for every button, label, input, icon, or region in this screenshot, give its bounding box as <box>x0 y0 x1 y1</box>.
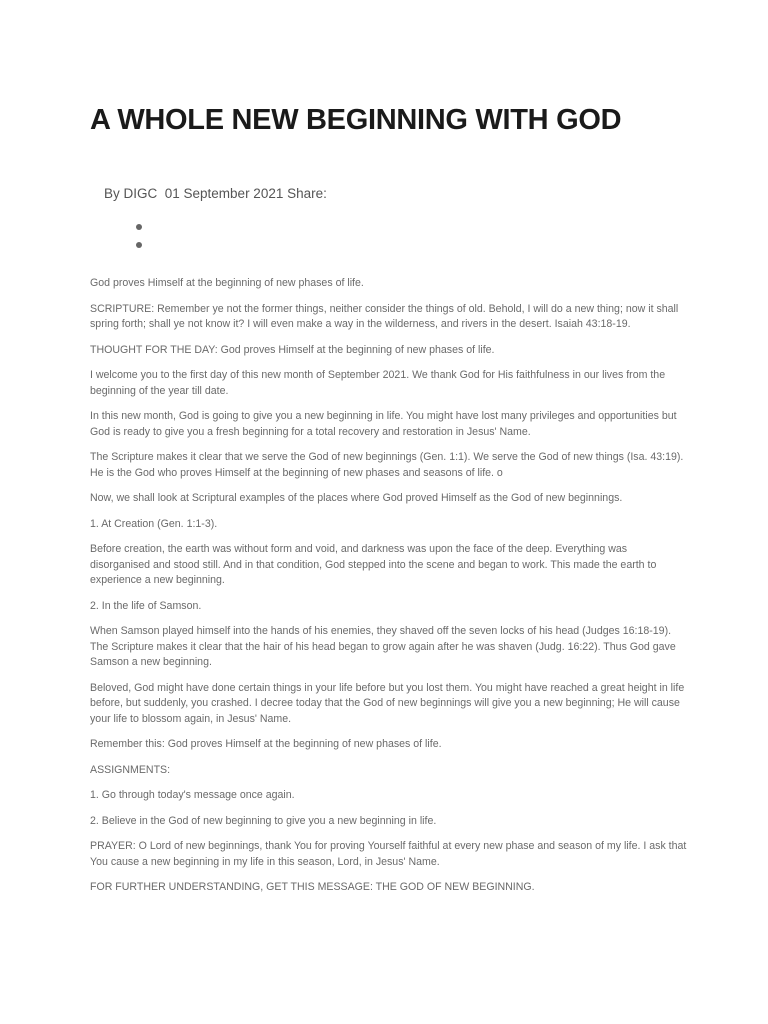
article-body <box>90 276 690 906</box>
paragraph: 1. Go through today's message once again. <box>90 789 295 801</box>
paragraph: Now, we shall look at Scriptural examples of the places where God proved Himself as the God of new beginnings. <box>90 492 623 504</box>
paragraph: I welcome you to the first day of this new month of September 2021. We thank God for His faithfulness in our lives from the beginning of the year till date. <box>90 369 666 397</box>
paragraph: THOUGHT FOR THE DAY: God proves Himself at the beginning of new phases of life. <box>90 343 495 356</box>
share-bullet[interactable] <box>136 242 142 248</box>
article-meta: By DIGC 01 September 2021 Share: <box>104 186 327 201</box>
paragraph: 2. In the life of Samson. <box>90 599 202 612</box>
paragraph: The Scripture makes it clear that we serve the God of new beginnings (Gen. 1:1). We serve the God of new things (Isa. 43:19). He is the God who proves Himself at the beginning of new phases and seasons of life. o <box>90 451 684 479</box>
article-title: A WHOLE NEW BEGINNING WITH GOD <box>90 104 622 136</box>
paragraph: In this new month, God is going to give you a new beginning in life. You might have lost many privileges and opportunities but God is ready to give you a fresh beginning for a total recovery and restoration in Jesus' Name. <box>90 410 677 438</box>
paragraph: SCRIPTURE: Remember ye not the former things, neither consider the things of old. Behold, I will do a new thing; now it shall spring forth; shall ye not know it? I will even make a way in the wilderness, and rivers in the desert. Isaiah 43:18-19. <box>90 302 679 330</box>
paragraph: 1. At Creation (Gen. 1:1-3). <box>90 517 218 530</box>
paragraph: Remember this: God proves Himself at the beginning of new phases of life. <box>90 738 442 750</box>
paragraph: God proves Himself at the beginning of new phases of life. <box>90 277 364 289</box>
share-list <box>136 224 142 260</box>
paragraph: ASSIGNMENTS: <box>90 763 171 776</box>
share-bullet[interactable] <box>136 224 142 230</box>
paragraph: Beloved, God might have done certain things in your life before but you lost them. You might have reached a great height in life before, but suddenly, you crashed. I decree today that the God of new beginnings will give you a new beginning; He will cause your life to blossom again, in Jesus' Name. <box>90 681 685 725</box>
paragraph: 2. Believe in the God of new beginning to give you a new beginning in life. <box>90 814 437 827</box>
paragraph: FOR FURTHER UNDERSTANDING, GET THIS MESSAGE: THE GOD OF NEW BEGINNING. <box>90 881 535 893</box>
paragraph: When Samson played himself into the hands of his enemies, they shaved off the seven locks of his head (Judges 16:18-19). The Scripture makes it clear that the hair of his head began to grow again after he was shaven (Judg. 16:22). Thus God gave Samson a new beginning. <box>90 625 676 668</box>
paragraph: PRAYER: O Lord of new beginnings, thank You for proving Yourself faithful at every new phase and season of my life. I ask that You cause a new beginning in my life in this season, Lord, in Jesus' Name. <box>90 840 687 868</box>
paragraph: Before creation, the earth was without form and void, and darkness was upon the face of the deep. Everything was disorganised and stood still. And in that condition, God stepped into the scene and began to work. This made the earth to experience a new beginning. <box>90 543 657 586</box>
